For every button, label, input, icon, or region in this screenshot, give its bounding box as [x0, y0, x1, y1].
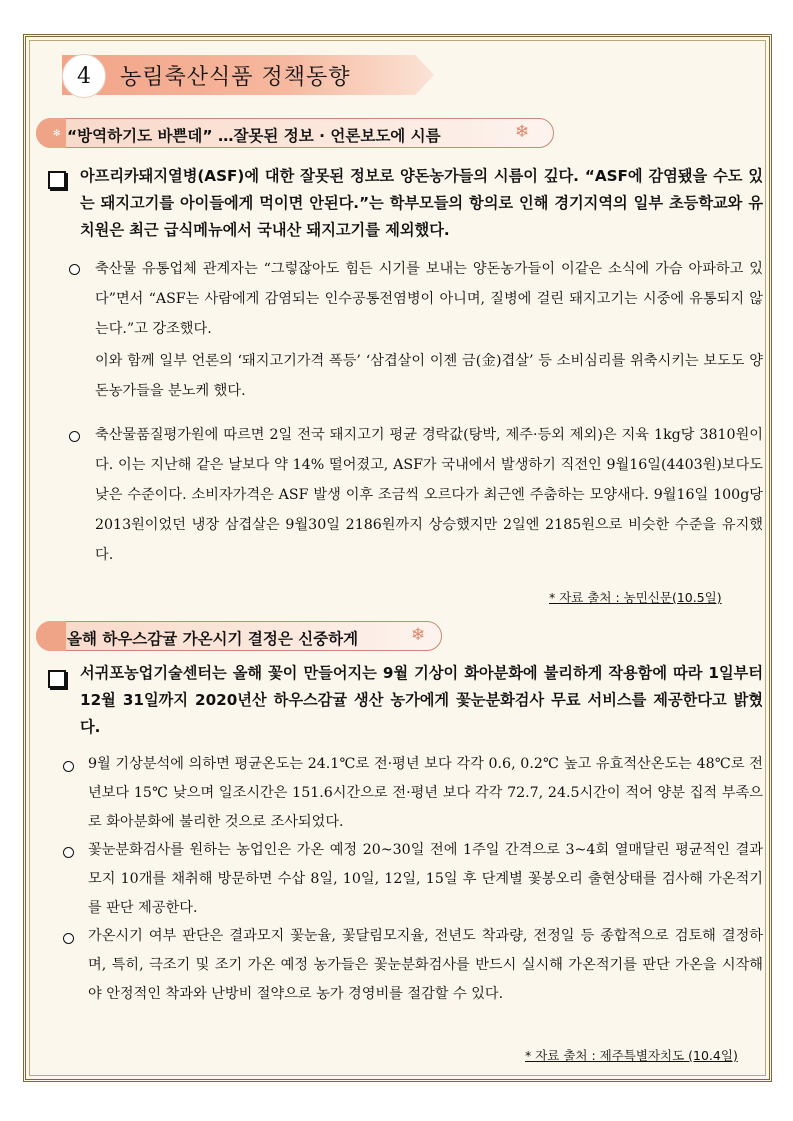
snowflake-icon: ✻	[53, 129, 61, 139]
section-1-source: * 자료 출처 : 농민신문(10.5일)	[549, 590, 722, 605]
page-title: 농림축산식품 정책동향	[120, 65, 351, 90]
circle-bullet-icon	[63, 933, 74, 944]
section-2-header	[36, 621, 442, 651]
section-2-header-cap	[36, 621, 66, 651]
circle-bullet-icon	[69, 431, 80, 442]
section-2-bullet-1: 9월 기상분석에 의하면 평균온도는 24.1℃로 전·평년 보다 각각 0.6, 0.2℃ 높고 유효적산온도는 48℃로 전년보다 15℃ 낮으며 일조시간은 151.6시간으로 전·평년 보다 각각 72.7, 24.5시간이 적어 양분 집적 부족으로 화아분화에 불리한 것으로 조사되었다.	[88, 756, 763, 830]
section-2-main-paragraph: 서귀포농업기술센터는 올해 꽃이 만들어지는 9월 기상이 화아분화에 불리하게 작용함에 따라 1일부터 12월 31일까지 2020년산 하우스감귤 생산 농가에게 꽃눈분화검사 무료 서비스를 제공한다고 밝혔다.	[80, 664, 763, 736]
square-bullet-icon	[48, 171, 66, 189]
circle-bullet-icon	[63, 847, 74, 858]
section-1-main-paragraph: 아프리카돼지열병(ASF)에 대한 잘못된 정보로 양돈농가들의 시름이 깊다. “ASF에 감염됐을 수도 있는 돼지고기를 아이들에게 먹이면 안된다.”는 학부모들의 항의로 인해 경기지역의 일부 초등학교와 유치원은 최근 급식메뉴에서 국내산 돼지고기를 제외했다.	[80, 167, 763, 239]
section-1-header-cap	[36, 118, 66, 148]
square-bullet-icon	[48, 670, 66, 688]
section-1-bullet-1: 축산물 유통업체 관계자는 “그렇잖아도 힘든 시기를 보내는 양돈농가들이 이같은 소식에 가슴 아파하고 있다”면서 “ASF는 사람에게 감염되는 인수공통전염병이 아니며, 질병에 걸린 돼지고기는 시중에 유통되지 않는다.”고 강조했다.	[95, 261, 763, 337]
section-2-title: 올해 하우스감귤 가온시기 결정은 신중하게	[67, 630, 359, 648]
section-1-bullet-1-extra: 이와 함께 일부 언론의 ‘돼지고기가격 폭등’ ‘삼겹살이 이젠 금(金)겹살’ 등 소비심리를 위축시키는 보도도 양돈농가들을 분노케 했다.	[95, 353, 763, 399]
title-number: 4	[62, 54, 106, 98]
snowflake-icon: ❄	[411, 625, 426, 645]
section-2-bullet-3: 가온시기 여부 판단은 결과모지 꽃눈율, 꽃달림모지율, 전년도 착과량, 전정일 등 종합적으로 검토해 결정하며, 특히, 극조기 및 조기 가온 예정 농가들은 꽃눈분화검사를 반드시 실시해 가온적기를 판단 가온을 시작해야 안정적인 착과와 난방비 절약으로 농가 경영비를 절감할 수 있다.	[88, 928, 763, 1002]
section-2-bullet-2: 꽃눈분화검사를 원하는 농업인은 가온 예정 20~30일 전에 1주일 간격으로 3~4회 열매달린 평균적인 결과모지 10개를 채취해 방문하면 수삽 8일, 10일, 12일, 15일 후 단계별 꽃봉오리 출현상태를 검사해 가온적기를 판단 제공한다.	[88, 842, 763, 916]
section-1-title: “방역하기도 바쁜데” …잘못된 정보 · 언론보도에 시름	[67, 127, 441, 145]
section-2-source: * 자료 출처 : 제주특별자치도 (10.4일)	[525, 1048, 738, 1063]
section-1-header	[36, 118, 554, 148]
circle-bullet-icon	[69, 264, 80, 275]
page-title-banner	[42, 52, 434, 98]
section-1-bullet-2: 축산물품질평가원에 따르면 2일 전국 돼지고기 평균 경락값(탕박, 제주·등외 제외)은 지육 1kg당 3810원이다. 이는 지난해 같은 날보다 약 14% 떨어졌고, ASF가 국내에서 발생하기 직전인 9월16일(4403원)보다도 낮은 수준이다. 소비자가격은 ASF 발생 이후 조금씩 오르다가 최근엔 주춤하는 모양새다. 9월16일 100g당 2013원이었던 냉장 삼겹살은 9월30일 2186원까지 상승했지만 2일엔 2185원으로 비슷한 수준을 유지했다.	[95, 427, 763, 563]
snowflake-icon: ❄	[515, 122, 530, 142]
circle-bullet-icon	[63, 761, 74, 772]
